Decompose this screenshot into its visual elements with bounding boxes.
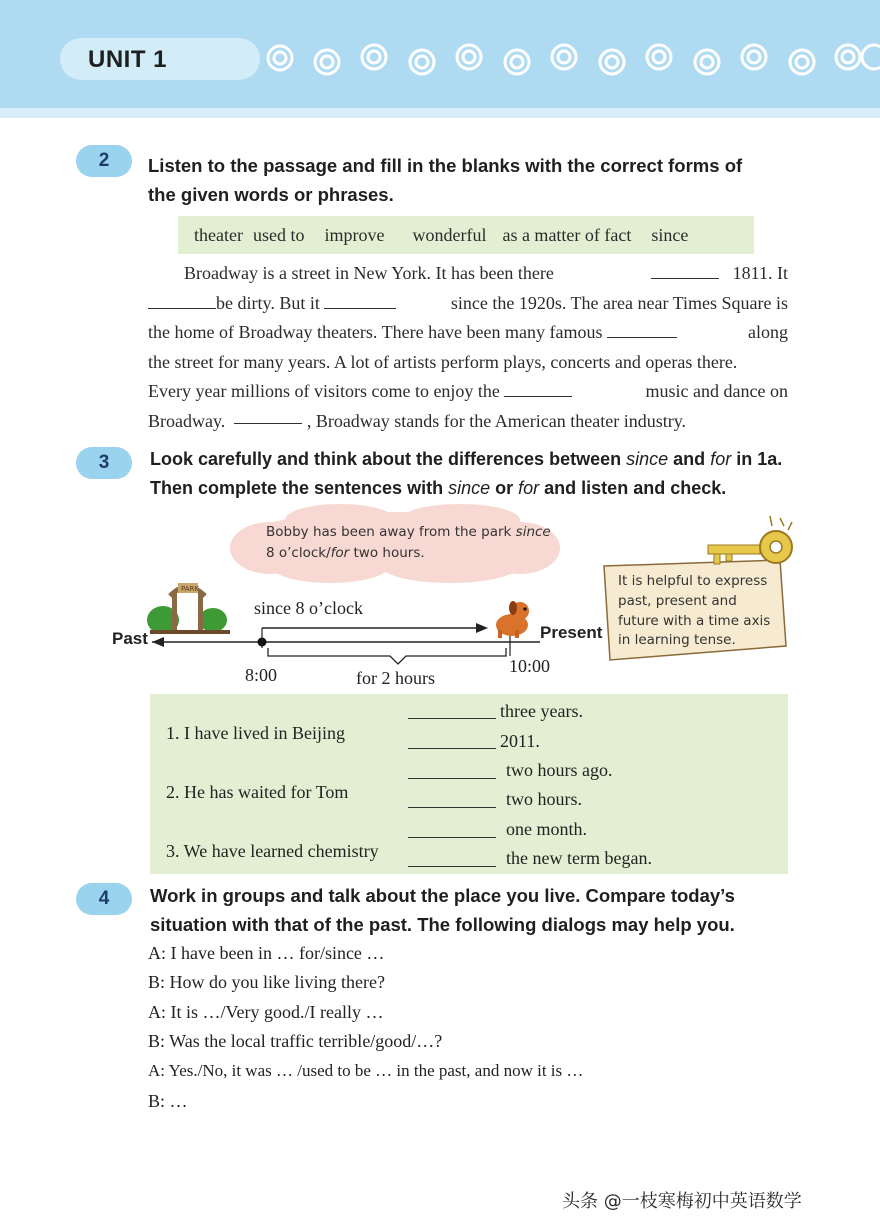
dog-icon [496, 601, 529, 638]
exercise-sentence: 3. We have learned chemistry [166, 841, 379, 861]
passage-text: since the 1920s. The area near Times Square is [450, 292, 788, 313]
unit-title: UNIT 1 [88, 46, 168, 73]
word-bank-item: as a matter of fact [502, 224, 632, 245]
tip-note-text: It is helpful to express past, present and future with a time axis in learning tense. [618, 573, 771, 649]
passage-text: along [748, 322, 788, 343]
dialog-line: A: I have been in … for/since … [148, 943, 385, 963]
park-icon [147, 583, 230, 634]
exercise-option: the new term began. [506, 848, 652, 868]
word-bank-item: used to [252, 224, 305, 245]
passage-text: the street for many years. A lot of artists perform plays, concerts and operas there. [148, 351, 738, 372]
passage-text: music and dance on [645, 381, 788, 402]
present-label: Present [540, 623, 603, 642]
answer-blank[interactable] [408, 718, 496, 719]
dialog-line: A: Yes./No, it was … /used to be … in the past, and now it is … [148, 1061, 584, 1080]
section-2-instruction: Listen to the passage and fill in the blanks with the correct forms of the given words or phrases. [148, 155, 743, 205]
word-bank-item: theater [194, 224, 243, 245]
watermark: 头条 @一枝寒梅初中英语数学 [562, 1191, 802, 1212]
dialog-line: B: How do you like living there? [148, 972, 385, 992]
passage-text: Broadway is a street in New York. It has been there [184, 263, 554, 283]
passage-text: Broadway. [148, 410, 226, 431]
passage-text: , Broadway stands for the American theater industry. [306, 410, 687, 431]
answer-blank[interactable] [408, 778, 496, 779]
key-icon [708, 516, 792, 564]
park-sign: PARK [181, 585, 200, 593]
exercise-sentence: 2. He has waited for Tom [166, 782, 349, 802]
word-bank-item: wonderful [412, 224, 487, 245]
past-arrow-head [152, 637, 164, 647]
section-4-instruction: Work in groups and talk about the place you live. Compare today’s situation with that of the past. The following dialogs may help you. [150, 885, 735, 935]
answer-blank[interactable] [408, 748, 496, 749]
start-time-label: 8:00 [245, 665, 278, 685]
passage-text: be dirty. But it [216, 292, 320, 313]
since-label: since 8 o’clock [254, 598, 363, 618]
passage-text: Every year millions of visitors come to enjoy the [148, 381, 500, 402]
exercise-option: two hours. [506, 789, 582, 809]
exercise-option: two hours ago. [506, 760, 613, 780]
end-time-label: 10:00 [509, 656, 551, 676]
for-label: for 2 hours [356, 668, 435, 688]
past-label: Past [112, 629, 148, 648]
word-bank-item: since [651, 224, 689, 245]
dialog-line: B: Was the local traffic terrible/good/…? [148, 1031, 443, 1051]
exercise-option: one month. [506, 819, 587, 839]
section-4-number: 4 [76, 883, 132, 915]
dialog-line: B: … [148, 1091, 188, 1111]
dialog-line: A: It is …/Very good./I really … [148, 1002, 384, 1022]
duration-brace [268, 648, 506, 664]
answer-blank[interactable] [408, 837, 496, 838]
exercise-option: 2011. [500, 731, 540, 751]
answer-blank[interactable] [408, 866, 496, 867]
section-3-number: 3 [76, 447, 132, 479]
cloud-text: Bobby has been away from the park since 8 o’clock/for two hours. [266, 524, 551, 561]
word-bank-item: improve [324, 224, 385, 245]
exercise-option: three years. [500, 701, 583, 721]
section-3-instruction: Look carefully and think about the differences between since and for in 1a. Then complete the sentences with since or for and listen and check. [150, 449, 783, 498]
passage-text: 1811. It [732, 263, 788, 283]
exercise-sentence: 1. I have lived in Beijing [166, 723, 345, 743]
section-2-number: 2 [76, 145, 132, 177]
passage-text: the home of Broadway theaters. There have been many famous [148, 322, 603, 343]
answer-blank[interactable] [408, 807, 496, 808]
